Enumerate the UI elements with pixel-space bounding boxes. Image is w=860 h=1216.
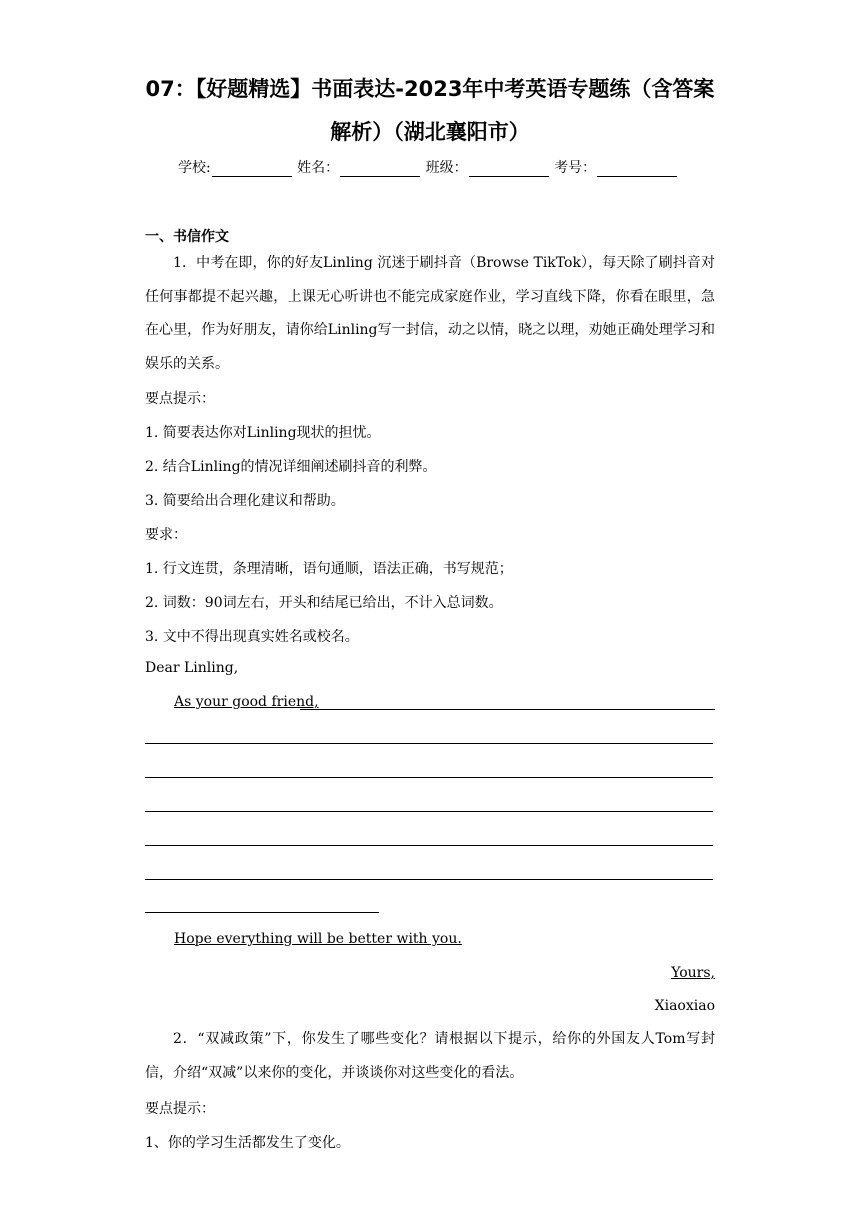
exam-number-label: 考号： (554, 160, 597, 176)
class-label: 班级： (425, 160, 468, 176)
writing-line-1[interactable] (300, 709, 715, 710)
q1-requirements-label: 要求： (145, 527, 187, 543)
q1-tips-label: 要点提示： (145, 391, 215, 407)
name-blank[interactable] (340, 162, 420, 177)
writing-line-7[interactable] (145, 912, 379, 913)
q2-tips-label: 要点提示： (145, 1101, 215, 1117)
q1-requirement-1: 1. 行文连贯，条理清晰，语句通顺，语法正确，书写规范； (145, 561, 513, 577)
writing-line-5[interactable] (145, 845, 713, 846)
letter-signature: Xiaoxiao (654, 998, 715, 1014)
q1-requirement-3: 3. 文中不得出现真实姓名或校名。 (145, 629, 359, 645)
letter-greeting: Dear Linling, (145, 660, 239, 676)
letter-signoff: Yours, (671, 965, 715, 981)
q1-tip-2: 2. 结合Linling的情况详细阐述刷抖音的利弊。 (145, 459, 437, 475)
writing-line-2[interactable] (145, 743, 713, 744)
q1-tip-3: 3. 简要给出合理化建议和帮助。 (145, 493, 345, 509)
writing-line-6[interactable] (145, 879, 713, 880)
q1-tip-1: 1. 简要表达你对Linling现状的担忧。 (145, 425, 381, 441)
question-2-prompt (145, 1023, 715, 1090)
q2-tip-1: 1、你的学习生活都发生了变化。 (145, 1135, 350, 1151)
letter-closing: Hope everything will be better with you. (174, 931, 462, 947)
document-title-line-1: 07：【好题精选】书面表达-2023年中考英语专题练（含答案 (145, 77, 715, 101)
q1-requirement-2: 2. 词数：90词左右，开头和结尾已给出，不计入总词数。 (145, 595, 503, 611)
student-info-line (178, 157, 678, 177)
section-heading: 一、书信作文 (145, 229, 229, 245)
writing-line-3[interactable] (145, 777, 713, 778)
exam-number-blank[interactable] (597, 162, 677, 177)
question-2-text: 2．“双减政策”下，你发生了哪些变化？请根据以下提示，给你的外国友人Tom写封信，介绍“双减”以来你的变化，并谈谈你对这些变化的看法。 (145, 1031, 715, 1081)
name-label: 姓名： (297, 160, 340, 176)
question-1-text: 1．中考在即，你的好友Linling 沉迷于刷抖音（Browse TikTok），每天除了刷抖音对任何事都提不起兴趣，上课无心听讲也不能完成家庭作业，学习直线下降，你看在眼里，急在心里，作为好朋友，请你给Linling写一封信，动之以情，晓之以理，劝她正确处理学习和娱乐的关系。 (145, 255, 715, 372)
document-title-line-2: 解析）（湖北襄阳市） (330, 120, 530, 144)
letter-opening: As your good friend, (174, 694, 319, 710)
question-1-prompt (145, 247, 715, 381)
class-blank[interactable] (469, 162, 549, 177)
writing-line-4[interactable] (145, 811, 713, 812)
school-blank[interactable] (212, 162, 292, 177)
school-label: 学校: (178, 160, 211, 176)
